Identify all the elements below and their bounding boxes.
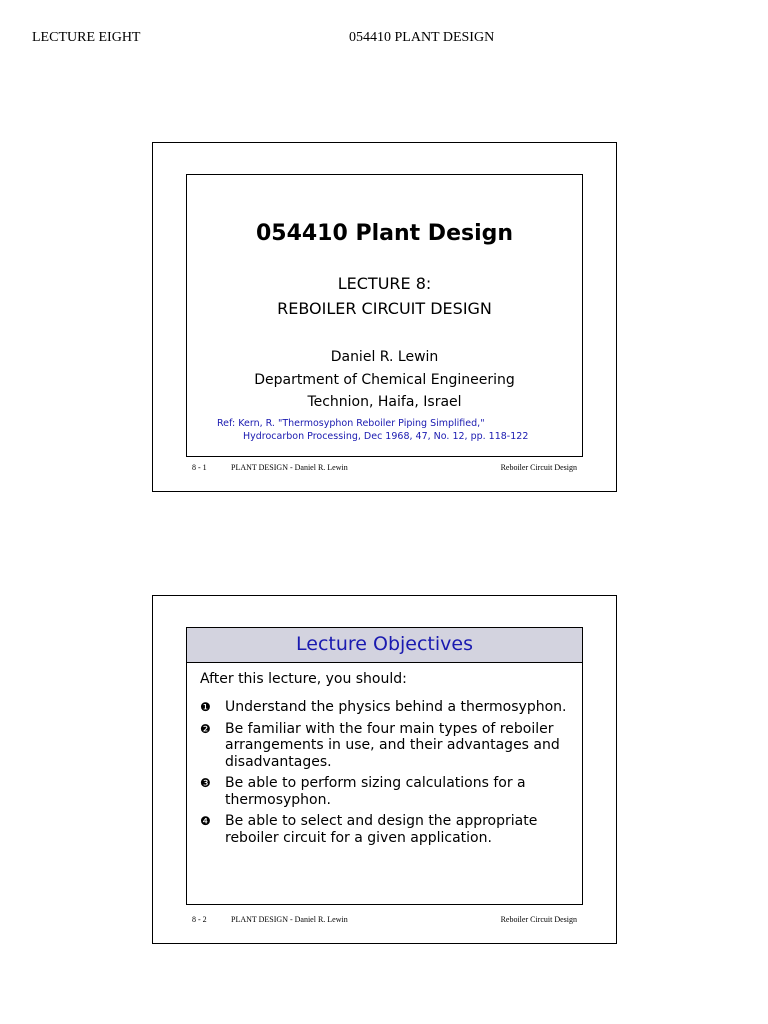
reference-line-1: Ref: Kern, R. "Thermosyphon Reboiler Piping Simplified," (217, 418, 485, 429)
number-bullet-icon: ❹ (200, 814, 211, 828)
list-item (200, 721, 575, 771)
footer-course: PLANT DESIGN - Daniel R. Lewin (231, 915, 348, 924)
slide-title: 054410 Plant Design (255, 221, 514, 246)
author-name: Daniel R. Lewin (330, 349, 439, 365)
list-item (200, 775, 575, 808)
number-bullet-icon: ❷ (200, 721, 211, 736)
footer-topic: Reboiler Circuit Design (500, 463, 577, 472)
list-item (200, 699, 575, 716)
slide-2 (152, 595, 617, 944)
page-header-right: 054410 PLANT DESIGN (349, 30, 495, 45)
department: Department of Chemical Engineering (254, 372, 515, 388)
footer-topic: Reboiler Circuit Design (500, 915, 577, 924)
slide-2-content (186, 627, 583, 905)
lecture-title: REBOILER CIRCUIT DESIGN (277, 299, 492, 318)
objective-text: Be able to perform sizing calculations for a thermosyphon. (225, 775, 526, 808)
objectives-list (200, 699, 575, 851)
intro-text: After this lecture, you should: (200, 671, 407, 687)
slide-1 (152, 142, 617, 492)
objective-text: Understand the physics behind a thermosyphon. (225, 699, 567, 715)
slide-number: 8 - 1 (192, 463, 207, 472)
objective-text: Be able to select and design the appropriate reboiler circuit for a given application. (225, 813, 538, 846)
reference-line-2: Hydrocarbon Processing, Dec 1968, 47, No. 12, pp. 118-122 (243, 431, 529, 442)
number-bullet-icon: ❸ (200, 776, 211, 790)
objective-text: Be familiar with the four main types of reboiler arrangements in use, and their advantages and disadvantages. (225, 720, 560, 770)
slide-1-content (186, 174, 583, 457)
slide-title-bar (187, 628, 582, 663)
slide-number: 8 - 2 (192, 915, 207, 924)
number-bullet-icon: ❶ (200, 700, 211, 714)
institution: Technion, Haifa, Israel (307, 394, 462, 410)
list-item (200, 813, 575, 846)
slide-title: Lecture Objectives (296, 633, 473, 655)
footer-course: PLANT DESIGN - Daniel R. Lewin (231, 463, 348, 472)
lecture-number: LECTURE 8: (337, 274, 432, 293)
page-header-left: LECTURE EIGHT (32, 30, 141, 45)
